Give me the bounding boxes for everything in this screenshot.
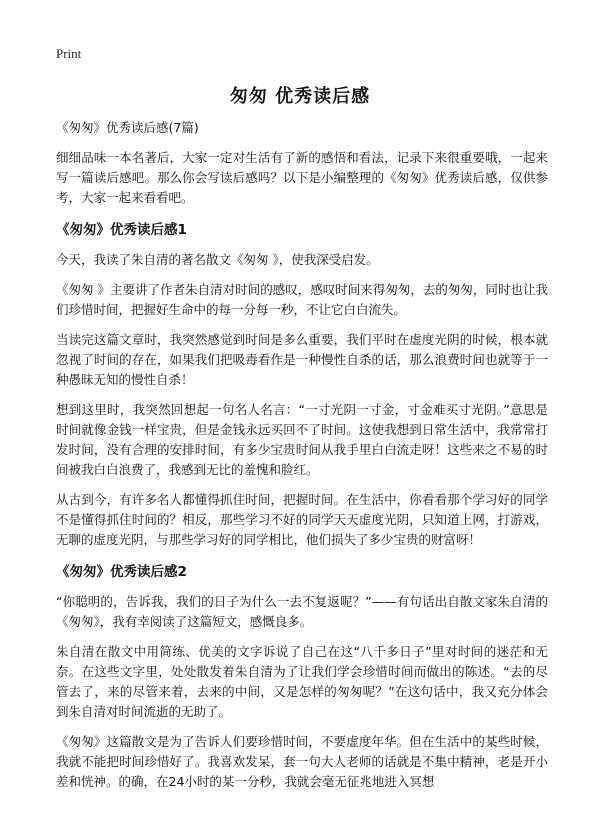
paragraph: 当读完这篇文章时，我突然感觉到时间是多么重要，我们平时在虚度光阴的时候，根本就忽视了时间的存在，如果我们把吸毒看作是一种慢性自杀的话，那么浪费时间也就等于一种愚昧无知的慢性自杀！ (56, 332, 548, 387)
paragraph: 想到这里时，我突然回想起一句名人名言：“一寸光阴一寸金，寸金难买寸光阴。”意思是时间就像金钱一样宝贵，但是金钱永远买回不了时间。这使我想到日常生活中，我常常打发时间，没有合理的安排时间，有多少宝贵时间从我手里白白流走呀！这些来之不易的时间被我白白浪费了，我感到无比的羞愧和脸红。 (56, 402, 548, 477)
intro-paragraph: 细细品味一本名著后，大家一定对生活有了新的感悟和看法，记录下来很重要哦，一起来写一篇读后感吧。那么你会写读后感吗？以下是小编整理的《匆匆》优秀读后感，仅供参考，大家一起来看看吧。 (56, 150, 548, 205)
paragraph: 《匆匆 》主要讲了作者朱自清对时间的感叹，感叹时间来得匆匆，去的匆匆，同时也让我们珍惜时间，把握好生命中的每一分每一秒，不让它白白流失。 (56, 282, 548, 317)
paragraph: 朱自清在散文中用简练、优美的文字诉说了自己在这“八千多日子”里对时间的迷茫和无奈。在这些文字里，处处散发着朱自清为了让我们学会珍惜时间而做出的陈述。“去的尽管去了，来的尽管来着，去来的中间，又是怎样的匆匆呢？”在这句话中，我又充分体会到朱自清对时间流逝的无助了。 (56, 644, 548, 719)
paragraph: 《匆匆》这篇散文是为了告诉人们要珍惜时间，不要虚度年华。但在生活中的某些时候，我就不能把时间珍惜好了。我喜欢发呆，套一句大人老师的话就是不集中精神，老是开小差和恍神。的确，在24小时的某一分秒，我就会毫无征兆地进入冥想 (56, 734, 548, 789)
paragraph: “你聪明的，告诉我，我们的日子为什么一去不复返呢？”——有句话出自散文家朱自清的《匆匆》，我有幸阅读了这篇短文，感慨良多。 (56, 594, 548, 629)
section-heading-1: 《匆匆》优秀读后感1 (56, 222, 187, 238)
article-subtitle: 《匆匆》优秀读后感(7篇) (56, 120, 199, 135)
page-title: 匆匆 优秀读后感 (229, 86, 371, 107)
print-label: Print (56, 46, 82, 61)
section-heading-2: 《匆匆》优秀读后感2 (56, 564, 187, 580)
article-body (56, 118, 548, 802)
paragraph: 从古到今，有许多名人都懂得抓住时间，把握时间。在生活中，你看看那个学习好的同学不是懂得抓住时间的？相反，那些学习不好的同学天天虚度光阴，只知道上网，打游戏，无聊的虚度光阴，与那些学习好的同学相比，他们损失了多少宝贵的财富呀！ (56, 492, 548, 547)
paragraph: 今天，我读了朱自清的著名散文《匆匆 》，使我深受启发。 (56, 252, 379, 267)
